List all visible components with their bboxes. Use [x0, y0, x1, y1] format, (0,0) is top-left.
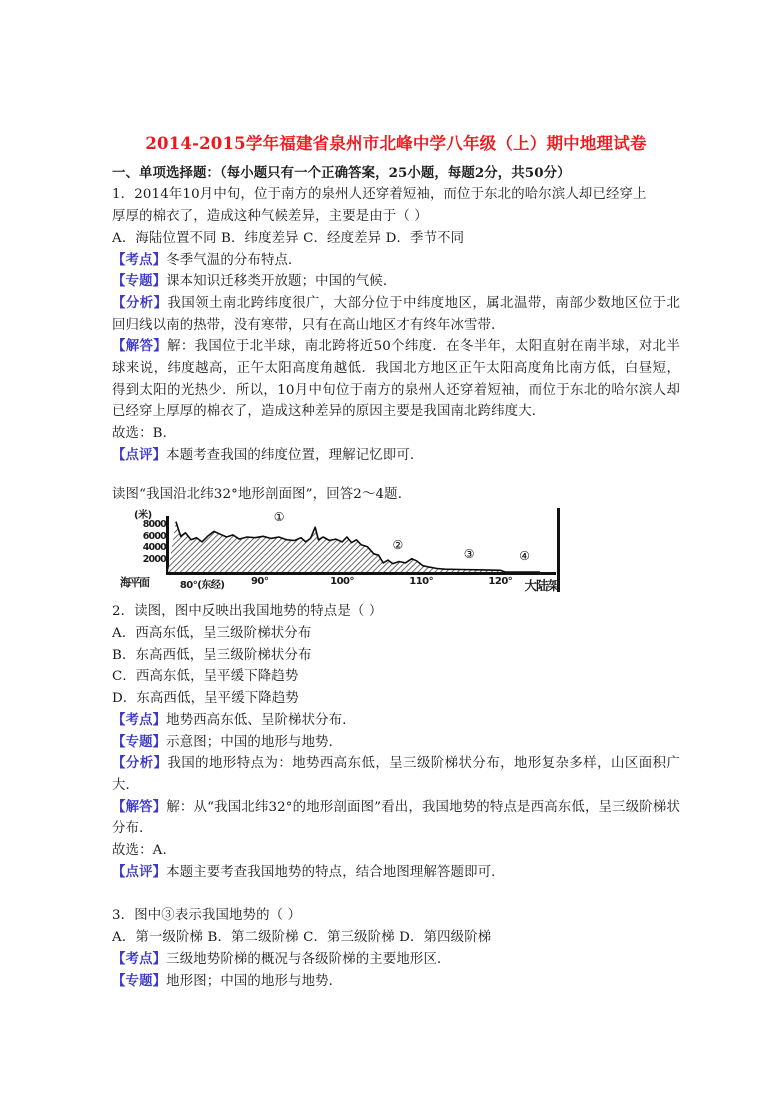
question-3-number: 3． — [112, 908, 135, 924]
terrain-profile-plot — [168, 516, 540, 572]
question-1-fenxi — [112, 293, 680, 336]
x-tick-120: 120° — [488, 576, 513, 588]
jieda-text: 解：从“我国北纬32°的地形剖面图”看出，我国地势的特点是西高东低，呈三级阶梯状分布． — [112, 799, 680, 837]
question-2-jieda — [112, 797, 680, 840]
terrain-profile-svg — [168, 516, 540, 572]
question-3-zhuanti — [112, 971, 680, 993]
chart-marker-4: ④ — [519, 548, 530, 563]
jieda-text: 解：我国位于北半球，南北跨将近50个纬度．在冬半年，太阳直射在南半球，对北半球来说，纬度越高，正午太阳高度角越低．我国北方地区正午太阳高度角比南方低，白昼短，得到太阳的光热少．所以，10月中旬位于南方的泉州人还穿着短袖，而位于东北的哈尔滨人却已经穿上厚厚的棉衣了，造成这种差异的原因主要是我国南北跨纬度大． — [112, 339, 680, 420]
question-1-options: A．海陆位置不同 B．纬度差异 C．经度差异 D．季节不同 — [112, 230, 465, 246]
spacer — [112, 883, 680, 905]
kaodian-tag: 【考点】 — [112, 950, 167, 967]
x-tick-100: 100° — [330, 576, 354, 588]
y-tick-2000: 2000 — [142, 553, 166, 565]
kaodian-tag: 【考点】 — [112, 251, 167, 268]
question-2-stem-text: 读图，图中反映出我国地势的特点是（ ） — [134, 604, 383, 620]
x-tick-110: 110° — [409, 576, 434, 588]
zhuanti-tag: 【专题】 — [112, 273, 167, 290]
chart-marker-1: ① — [273, 510, 285, 525]
question-1-stem-line2: 厚厚的棉衣了，造成这种气候差异，主要是由于（ ） — [112, 209, 428, 225]
dianping-tag: 【点评】 — [112, 863, 167, 880]
fenxi-text: 我国的地形特点为：地势西高东低，呈三级阶梯状分布，地形复杂多样，山区面积广大． — [112, 756, 680, 793]
question-1-stem-line1 — [112, 184, 680, 206]
question-2-fenxi — [112, 753, 680, 796]
question-2-option-a: A．西高东低，呈三级阶梯状分布 — [112, 626, 312, 641]
fenxi-tag: 【分析】 — [112, 755, 168, 772]
question-2-dianping — [112, 862, 680, 884]
question-1-zhuanti — [112, 271, 680, 293]
dianping-text: 本题主要考查我国地势的特点，结合地图理解答题即可． — [166, 864, 505, 880]
question-2-number: 2． — [112, 604, 135, 620]
kaodian-text: 三级地势阶梯的概况与各级阶梯的主要地形区． — [166, 951, 451, 967]
fenxi-text: 我国领土南北跨纬度很广，大部分位于中纬度地区，属北温带，南部少数地区位于北回归线以南的热带，没有寒带，只有在高山地区才有终年冰雪带． — [112, 295, 680, 333]
question-3-kaodian — [112, 949, 680, 971]
chart-marker-2: ② — [392, 538, 404, 553]
question-1-kaodian — [112, 250, 680, 272]
question-1-dianping — [112, 445, 680, 467]
chart-y-axis-ticks — [126, 519, 166, 565]
question-3-options: A．第一级阶梯 B．第二级阶梯 C．第三级阶梯 D．第四级阶梯 — [112, 930, 492, 946]
spacer — [112, 592, 680, 601]
question-3-stem-text: 图中③表示我国地势的（ ） — [134, 908, 302, 924]
terrain-profile-figure-wrapper — [116, 508, 560, 592]
kaodian-tag: 【考点】 — [112, 711, 167, 728]
fenxi-tag: 【分析】 — [112, 294, 168, 311]
question-1-answer: 故选：B. — [112, 426, 168, 442]
question-2-option-b: B．东高西低，呈三级阶梯状分布 — [112, 647, 312, 663]
kaodian-text: 地势西高东低、呈阶梯状分布． — [166, 712, 356, 728]
chart-y-unit-label: (米) — [134, 510, 152, 522]
x-tick-90: 90° — [250, 576, 269, 588]
spacer — [112, 467, 680, 484]
x-tick-80: 80°(东经) — [179, 580, 225, 592]
chart-x-axis-line — [166, 572, 556, 575]
y-tick-4000: 4000 — [142, 542, 166, 554]
document-content — [112, 132, 680, 992]
question-1-stem-text: 2014年10月中旬，位于南方的泉州人还穿着短袖，而位于东北的哈尔滨人却已经穿上 — [134, 187, 647, 203]
kaodian-text: 冬季气温的分布特点． — [166, 252, 302, 268]
question-2-option-c: C．西高东低，呈平缓下降趋势 — [112, 669, 299, 685]
sea-level-label: 海平面 — [120, 576, 149, 590]
dianping-text: 本题考查我国的纬度位置，理解记忆即可． — [166, 447, 424, 463]
terrain-fill-group — [168, 522, 540, 572]
question-2-stem — [112, 601, 680, 623]
zhuanti-tag: 【专题】 — [112, 972, 167, 989]
zhuanti-tag: 【专题】 — [112, 733, 167, 750]
figure-intro-text: 读图“我国沿北纬32°地形剖面图”，回答2～4题． — [112, 486, 412, 502]
jieda-tag: 【解答】 — [112, 338, 168, 355]
question-2-option-d: D．东高西低，呈平缓下降趋势 — [112, 691, 299, 707]
question-1-jieda — [112, 336, 680, 423]
jieda-tag: 【解答】 — [112, 798, 167, 815]
zhuanti-text: 示意图；中国的地形与地势． — [166, 734, 343, 750]
y-tick-6000: 6000 — [142, 530, 166, 542]
chart-marker-3: ③ — [463, 546, 475, 561]
terrain-profile-chart — [116, 508, 560, 592]
question-3-stem — [112, 905, 680, 927]
page-title: 2014-2015学年福建省泉州市北峰中学八年级（上）期中地理试卷 — [145, 134, 647, 153]
zhuanti-text: 地形图；中国的地形与地势． — [166, 973, 343, 989]
dianping-tag: 【点评】 — [112, 446, 167, 463]
question-2-answer: 故选：A. — [112, 843, 167, 859]
question-2-kaodian — [112, 710, 680, 732]
chart-x-axis-ticks — [116, 576, 560, 592]
question-2-zhuanti — [112, 732, 680, 754]
y-tick-8000: 8000 — [142, 519, 166, 531]
question-1-number: 1． — [112, 187, 135, 203]
continental-shelf-label: 大陆架 — [524, 578, 559, 594]
zhuanti-text: 课本知识迁移类开放题；中国的气候． — [166, 274, 397, 290]
section-heading: 一、单项选择题：（每小题只有一个正确答案，25小题，每题2分，共50分） — [112, 164, 571, 181]
